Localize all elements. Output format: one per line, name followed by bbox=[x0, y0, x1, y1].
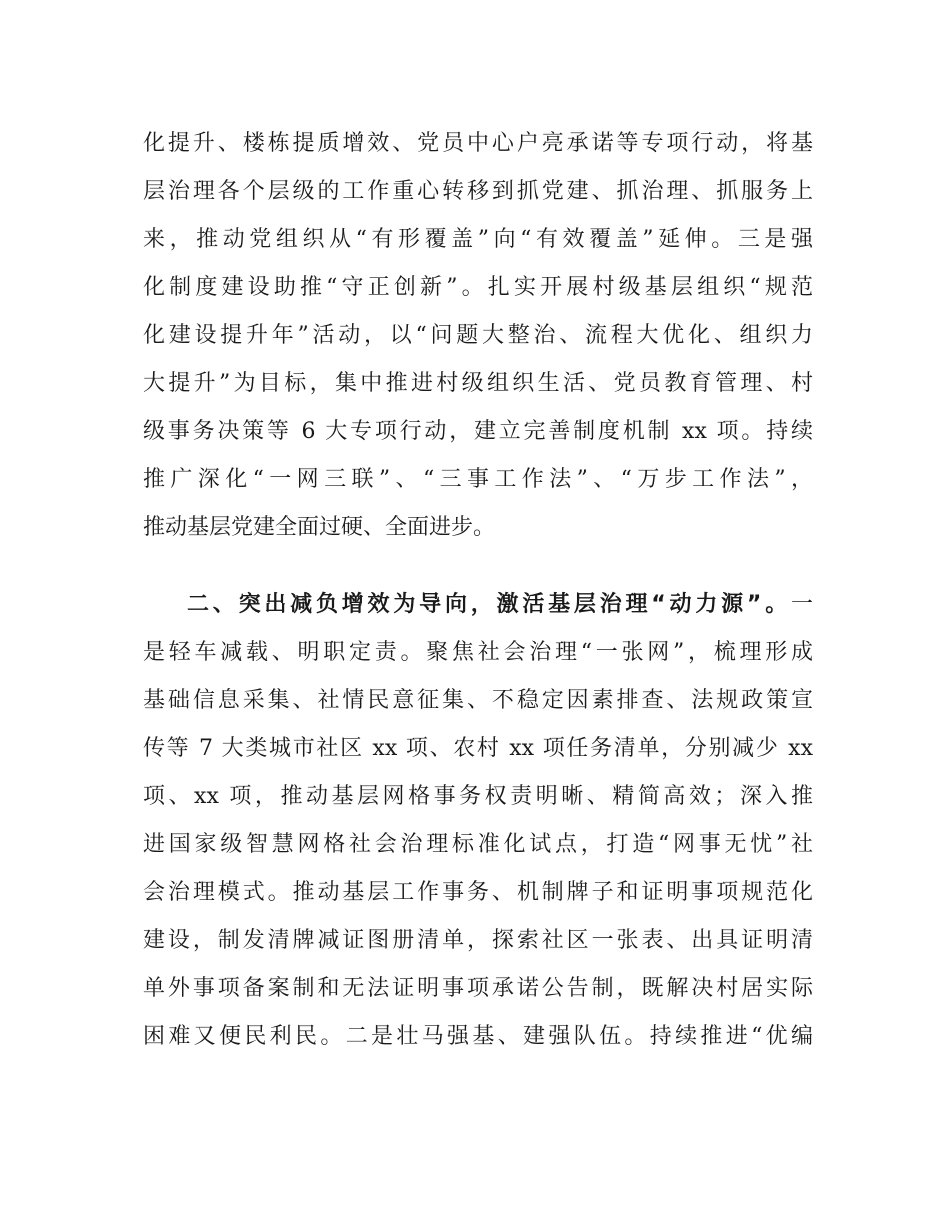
paragraph-1-line-4: 化制度建设助推“守正创新”。扎实开展村级基层组织“规范 bbox=[143, 275, 813, 300]
paragraph-2-line-9: 单外事项备案制和无法证明事项承诺公告制，既解决村居实际 bbox=[143, 976, 813, 1001]
paragraph-1-line-5: 化建设提升年”活动，以“问题大整治、流程大优化、组织力 bbox=[143, 323, 813, 348]
section-heading-continuation: 一 bbox=[790, 592, 813, 617]
section-heading: 二、突出减负增效为导向，激活基层治理“动力源”。 bbox=[187, 592, 791, 617]
paragraph-2-line-4: 传等 7 大类城市社区 xx 项、农村 xx 项任务清单，分别减少 xx bbox=[143, 736, 813, 761]
paragraph-1-line-6: 大提升”为目标，集中推进村级组织生活、党员教育管理、村 bbox=[143, 371, 813, 396]
paragraph-2-heading-line bbox=[187, 585, 813, 625]
paragraph-2-line-8: 建设，制发清牌减证图册清单，探索社区一张表、出具证明清 bbox=[143, 928, 813, 953]
paragraph-2-line-2: 是轻车减载、明职定责。聚焦社会治理“一张网”，梳理形成 bbox=[143, 640, 813, 665]
paragraph-1-line-1: 化提升、楼栋提质增效、党员中心户亮承诺等专项行动，将基 bbox=[143, 131, 813, 156]
paragraph-2-line-5: 项、xx 项，推动基层网格事务权责明晰、精简高效；深入推 bbox=[143, 784, 813, 809]
paragraph-2-line-10: 困难又便民利民。二是壮马强基、建强队伍。持续推进“优编 bbox=[143, 1024, 813, 1049]
paragraph-1-line-9: 推动基层党建全面过硬、全面进步。 bbox=[143, 515, 496, 540]
paragraph-2-line-6: 进国家级智慧网格社会治理标准化试点，打造“网事无忧”社 bbox=[143, 832, 813, 857]
paragraph-1-line-2: 层治理各个层级的工作重心转移到抓党建、抓治理、抓服务上 bbox=[143, 179, 813, 204]
paragraph-1-line-7: 级事务决策等 6 大专项行动，建立完善制度机制 xx 项。持续 bbox=[143, 419, 813, 444]
paragraph-1-line-8: 推广深化“一网三联”、“三事工作法”、“万步工作法”， bbox=[143, 467, 813, 492]
paragraph-2-line-7: 会治理模式。推动基层工作事务、机制牌子和证明事项规范化 bbox=[143, 880, 813, 905]
paragraph-1-line-3: 来，推动党组织从“有形覆盖”向“有效覆盖”延伸。三是强 bbox=[143, 227, 813, 252]
paragraph-2-line-3: 基础信息采集、社情民意征集、不稳定因素排查、法规政策宣 bbox=[143, 688, 813, 713]
